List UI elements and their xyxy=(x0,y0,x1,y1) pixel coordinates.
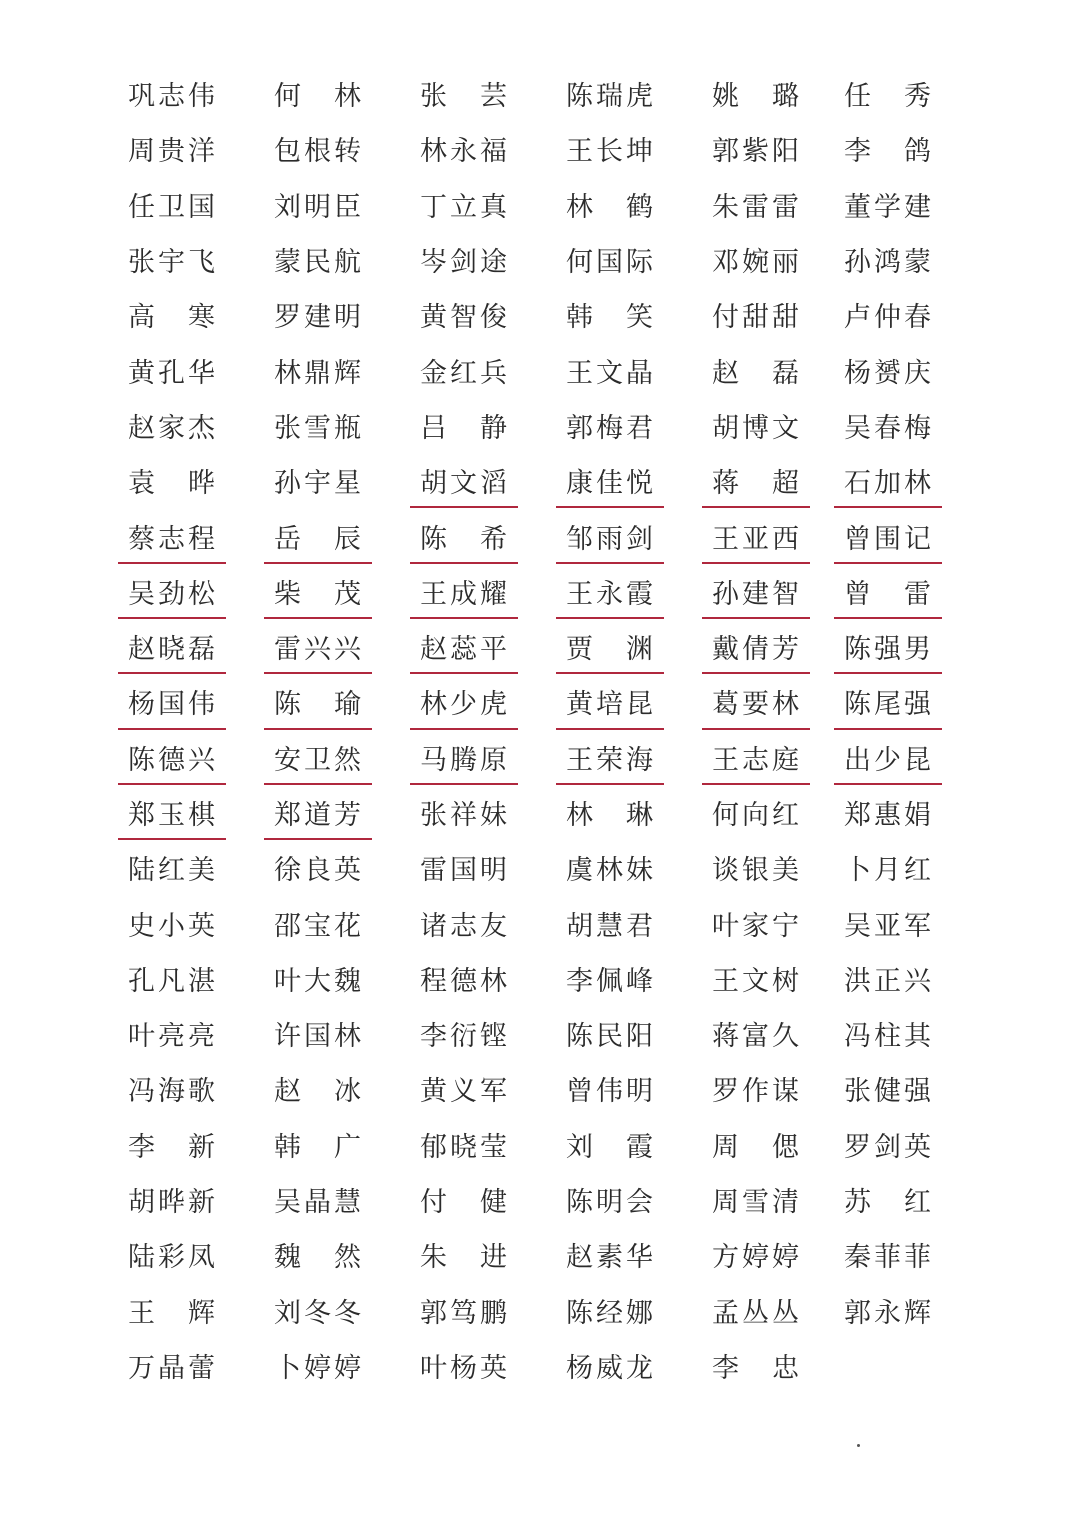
person-name: 张雪瓶 xyxy=(274,412,364,444)
person-name: 虞林妹 xyxy=(566,855,656,887)
person-name: 许国林 xyxy=(274,1021,364,1053)
name-cell xyxy=(118,69,226,124)
name-cell xyxy=(410,898,518,953)
person-name: 孔凡湛 xyxy=(128,965,218,997)
person-name: 王成耀 xyxy=(420,578,510,610)
person-name: 卜月红 xyxy=(844,855,934,887)
person-name: 邵宝花 xyxy=(274,910,364,942)
name-cell xyxy=(118,622,226,677)
person-name: 张健强 xyxy=(844,1076,934,1108)
name-cell xyxy=(556,345,664,400)
person-name: 张祥妹 xyxy=(420,800,510,831)
name-cell xyxy=(264,567,372,622)
name-cell xyxy=(834,677,942,732)
person-name: 赵素华 xyxy=(566,1242,656,1274)
person-name: 陈民阳 xyxy=(566,1021,656,1053)
person-name: 魏 然 xyxy=(274,1242,364,1274)
person-name: 王亚西 xyxy=(712,523,802,555)
person-name: 李 新 xyxy=(128,1131,218,1163)
person-name: 陈 瑜 xyxy=(274,689,364,721)
name-cell xyxy=(264,345,372,400)
name-cell xyxy=(702,456,810,511)
name-cell xyxy=(410,290,518,345)
person-name: 丁立真 xyxy=(420,191,510,223)
person-name: 蒋富久 xyxy=(712,1021,802,1053)
person-name: 林鼎辉 xyxy=(274,357,364,389)
person-name: 孙鸿蒙 xyxy=(844,247,934,279)
name-cell xyxy=(834,69,942,124)
person-name: 郁晓莹 xyxy=(420,1131,510,1163)
name-cell xyxy=(702,622,810,677)
person-name: 韩 广 xyxy=(274,1131,364,1163)
name-cell xyxy=(834,345,942,400)
person-name: 刘冬冬 xyxy=(274,1297,364,1329)
person-name: 何向红 xyxy=(712,800,802,831)
name-cell xyxy=(264,1064,372,1119)
name-cell xyxy=(834,1009,942,1064)
name-cell xyxy=(556,567,664,622)
person-name: 万晶蕾 xyxy=(128,1352,218,1384)
person-name: 王志庭 xyxy=(712,744,802,776)
name-cell xyxy=(264,1286,372,1341)
person-name: 陈经娜 xyxy=(566,1297,656,1329)
name-cell xyxy=(556,788,664,843)
name-cell xyxy=(702,345,810,400)
name-cell xyxy=(834,788,942,843)
name-cell xyxy=(702,1286,810,1341)
person-name: 洪正兴 xyxy=(844,965,934,997)
name-cell xyxy=(834,622,942,677)
person-name: 杨国伟 xyxy=(128,689,218,721)
name-cell xyxy=(410,1009,518,1064)
name-cell xyxy=(556,1341,664,1396)
name-cell xyxy=(834,401,942,456)
person-name: 黄孔华 xyxy=(128,357,218,389)
person-name: 郑玉棋 xyxy=(128,800,218,831)
person-name: 陈瑞虎 xyxy=(566,81,656,113)
name-cell xyxy=(702,290,810,345)
name-cell xyxy=(264,1341,372,1396)
name-cell xyxy=(834,124,942,179)
person-name: 郑惠娟 xyxy=(844,800,934,831)
name-cell xyxy=(118,124,226,179)
name-cell xyxy=(264,677,372,732)
person-name: 赵晓磊 xyxy=(128,634,218,666)
name-cell xyxy=(834,290,942,345)
person-name: 刘明臣 xyxy=(274,191,364,223)
name-cell xyxy=(834,843,942,898)
name-cell xyxy=(118,511,226,566)
name-cell xyxy=(556,235,664,290)
person-name: 叶杨英 xyxy=(420,1352,510,1384)
name-cell xyxy=(410,235,518,290)
name-cell xyxy=(556,1009,664,1064)
person-name: 蒋 超 xyxy=(712,468,802,500)
name-cell xyxy=(118,677,226,732)
name-cell xyxy=(834,235,942,290)
person-name: 吴晶慧 xyxy=(274,1187,364,1219)
person-name: 徐良英 xyxy=(274,855,364,887)
name-cell xyxy=(264,1120,372,1175)
person-name: 马腾原 xyxy=(420,744,510,776)
person-name: 出少昆 xyxy=(844,744,934,776)
name-cell xyxy=(556,733,664,788)
person-name: 郭笃鹏 xyxy=(420,1297,510,1329)
name-cell xyxy=(834,567,942,622)
person-name: 黄智俊 xyxy=(420,302,510,334)
person-name: 林 鹤 xyxy=(566,191,656,223)
person-name: 任 秀 xyxy=(844,81,934,113)
person-name: 李衍铿 xyxy=(420,1021,510,1053)
name-cell xyxy=(118,1230,226,1285)
name-cell xyxy=(702,898,810,953)
name-cell xyxy=(410,124,518,179)
person-name: 曾伟明 xyxy=(566,1076,656,1108)
name-cell xyxy=(702,677,810,732)
name-cell xyxy=(410,567,518,622)
person-name: 付 健 xyxy=(420,1187,510,1219)
person-name: 卜婷婷 xyxy=(274,1352,364,1384)
name-cell xyxy=(118,235,226,290)
scan-speck xyxy=(857,1444,860,1447)
person-name: 陈德兴 xyxy=(128,744,218,776)
name-cell xyxy=(264,733,372,788)
name-cell xyxy=(834,954,942,1009)
name-cell xyxy=(264,290,372,345)
person-name: 林少虎 xyxy=(420,689,510,721)
name-cell xyxy=(410,401,518,456)
person-name: 朱 进 xyxy=(420,1242,510,1274)
person-name: 秦菲菲 xyxy=(844,1242,934,1274)
name-cell xyxy=(702,567,810,622)
name-cell xyxy=(702,1120,810,1175)
name-cell xyxy=(264,1175,372,1230)
name-cell xyxy=(702,401,810,456)
person-name: 韩 笑 xyxy=(566,302,656,334)
person-name: 高 寒 xyxy=(128,302,218,334)
person-name: 冯海歌 xyxy=(128,1076,218,1108)
person-name: 罗作谋 xyxy=(712,1076,802,1108)
person-name: 吴亚军 xyxy=(844,910,934,942)
name-cell xyxy=(556,677,664,732)
name-cell xyxy=(702,1341,810,1396)
name-cell xyxy=(118,180,226,235)
person-name: 胡文滔 xyxy=(420,468,510,500)
person-name: 贾 渊 xyxy=(566,634,656,666)
name-cell xyxy=(834,511,942,566)
person-name: 雷国明 xyxy=(420,855,510,887)
person-name: 邹雨剑 xyxy=(566,523,656,555)
person-name: 朱雷雷 xyxy=(712,191,802,223)
name-cell xyxy=(118,1064,226,1119)
name-cell xyxy=(702,511,810,566)
person-name: 郭紫阳 xyxy=(712,136,802,168)
person-name: 王 辉 xyxy=(128,1297,218,1329)
name-cell xyxy=(834,180,942,235)
name-cell xyxy=(118,1341,226,1396)
name-cell xyxy=(410,1230,518,1285)
person-name: 蔡志程 xyxy=(128,523,218,555)
person-name: 方婷婷 xyxy=(712,1242,802,1274)
name-cell xyxy=(264,456,372,511)
name-cell xyxy=(702,1175,810,1230)
person-name: 康佳悦 xyxy=(566,468,656,500)
person-name: 叶大魏 xyxy=(274,965,364,997)
person-name: 赵家杰 xyxy=(128,412,218,444)
name-cell xyxy=(702,1009,810,1064)
name-cell xyxy=(834,1064,942,1119)
name-cell xyxy=(556,622,664,677)
person-name: 雷兴兴 xyxy=(274,634,364,666)
person-name: 郑道芳 xyxy=(274,800,364,831)
person-name: 林永福 xyxy=(420,136,510,168)
name-cell xyxy=(556,290,664,345)
name-cell xyxy=(118,788,226,843)
person-name: 吴劲松 xyxy=(128,578,218,610)
person-name: 袁 晔 xyxy=(128,468,218,500)
person-name: 戴倩芳 xyxy=(712,634,802,666)
name-cell xyxy=(834,1175,942,1230)
name-cell xyxy=(264,511,372,566)
name-cell xyxy=(556,898,664,953)
name-cell xyxy=(410,1286,518,1341)
person-name: 李 忠 xyxy=(712,1352,802,1384)
name-cell xyxy=(264,124,372,179)
name-cell xyxy=(410,345,518,400)
person-name: 赵 磊 xyxy=(712,357,802,389)
person-name: 苏 红 xyxy=(844,1187,934,1219)
name-cell xyxy=(118,1175,226,1230)
name-cell xyxy=(410,511,518,566)
person-name: 郭永辉 xyxy=(844,1297,934,1329)
person-name: 曾围记 xyxy=(844,523,934,555)
name-cell xyxy=(556,1286,664,1341)
person-name: 罗建明 xyxy=(274,302,364,334)
person-name: 史小英 xyxy=(128,910,218,942)
name-cell xyxy=(702,788,810,843)
name-cell xyxy=(410,180,518,235)
person-name: 陈 希 xyxy=(420,523,510,555)
person-name: 付甜甜 xyxy=(712,302,802,334)
name-cell xyxy=(410,733,518,788)
person-name: 陈尾强 xyxy=(844,689,934,721)
name-cell xyxy=(556,456,664,511)
person-name: 巩志伟 xyxy=(128,81,218,113)
person-name: 柴 茂 xyxy=(274,578,364,610)
name-cell xyxy=(834,1286,942,1341)
person-name: 卢仲春 xyxy=(844,302,934,334)
name-cell xyxy=(410,1341,518,1396)
name-cell xyxy=(410,622,518,677)
name-cell xyxy=(264,180,372,235)
person-name: 金红兵 xyxy=(420,357,510,389)
name-cell xyxy=(556,511,664,566)
name-cell xyxy=(264,1230,372,1285)
person-name: 曾 雷 xyxy=(844,578,934,610)
name-cell xyxy=(264,622,372,677)
person-name: 董学建 xyxy=(844,191,934,223)
name-cell xyxy=(264,788,372,843)
name-cell xyxy=(410,843,518,898)
name-cell xyxy=(702,843,810,898)
person-name: 诸志友 xyxy=(420,910,510,942)
person-name: 叶亮亮 xyxy=(128,1021,218,1053)
person-name: 叶家宁 xyxy=(712,910,802,942)
person-name: 刘 霞 xyxy=(566,1131,656,1163)
name-cell xyxy=(834,456,942,511)
name-cell xyxy=(264,954,372,1009)
name-cell xyxy=(264,401,372,456)
person-name: 林 琳 xyxy=(566,800,656,831)
person-name: 孙宇星 xyxy=(274,468,364,500)
person-name: 黄培昆 xyxy=(566,689,656,721)
person-name: 李佩峰 xyxy=(566,965,656,997)
name-cell xyxy=(702,954,810,1009)
name-grid xyxy=(118,69,952,1396)
person-name: 岑剑途 xyxy=(420,247,510,279)
name-cell xyxy=(410,677,518,732)
person-name: 石加林 xyxy=(844,468,934,500)
name-cell xyxy=(118,1120,226,1175)
person-name: 王文树 xyxy=(712,965,802,997)
person-name: 岳 辰 xyxy=(274,523,364,555)
name-cell xyxy=(410,69,518,124)
name-cell xyxy=(834,898,942,953)
name-cell xyxy=(556,180,664,235)
name-cell xyxy=(410,456,518,511)
person-name: 何国际 xyxy=(566,247,656,279)
person-name: 陈明会 xyxy=(566,1187,656,1219)
name-cell xyxy=(702,180,810,235)
person-name: 胡晔新 xyxy=(128,1187,218,1219)
name-cell xyxy=(118,1286,226,1341)
name-cell xyxy=(834,1230,942,1285)
name-cell xyxy=(118,401,226,456)
person-name: 王文晶 xyxy=(566,357,656,389)
person-name: 张宇飞 xyxy=(128,247,218,279)
name-cell xyxy=(118,954,226,1009)
person-name: 包根转 xyxy=(274,136,364,168)
person-name: 任卫国 xyxy=(128,191,218,223)
person-name: 吴春梅 xyxy=(844,412,934,444)
person-name: 蒙民航 xyxy=(274,247,364,279)
name-cell xyxy=(702,733,810,788)
person-name: 谈银美 xyxy=(712,855,802,887)
name-cell xyxy=(834,1120,942,1175)
person-name: 周雪清 xyxy=(712,1187,802,1219)
person-name: 杨威龙 xyxy=(566,1352,656,1384)
person-name: 姚 璐 xyxy=(712,81,802,113)
person-name: 李 鸽 xyxy=(844,136,934,168)
person-name: 吕 静 xyxy=(420,412,510,444)
name-cell xyxy=(556,1064,664,1119)
person-name: 张 芸 xyxy=(420,81,510,113)
person-name: 陈强男 xyxy=(844,634,934,666)
name-cell xyxy=(118,567,226,622)
name-cell xyxy=(410,788,518,843)
person-name: 杨赟庆 xyxy=(844,357,934,389)
name-cell xyxy=(264,898,372,953)
name-cell xyxy=(264,69,372,124)
person-name: 王永霞 xyxy=(566,578,656,610)
person-name: 陆彩凤 xyxy=(128,1242,218,1274)
person-name: 陆红美 xyxy=(128,855,218,887)
name-cell xyxy=(702,124,810,179)
name-cell xyxy=(556,401,664,456)
name-cell xyxy=(834,1341,942,1396)
name-cell xyxy=(556,1230,664,1285)
person-name: 罗剑英 xyxy=(844,1131,934,1163)
person-name: 周贵洋 xyxy=(128,136,218,168)
name-cell xyxy=(264,843,372,898)
name-cell xyxy=(702,235,810,290)
name-cell xyxy=(556,124,664,179)
name-cell xyxy=(410,1175,518,1230)
name-cell xyxy=(702,69,810,124)
name-cell xyxy=(410,1120,518,1175)
person-name: 赵蕊平 xyxy=(420,634,510,666)
person-name: 孟丛丛 xyxy=(712,1297,802,1329)
name-cell xyxy=(556,1175,664,1230)
person-name: 安卫然 xyxy=(274,744,364,776)
person-name: 冯柱其 xyxy=(844,1021,934,1053)
name-cell xyxy=(556,69,664,124)
name-cell xyxy=(118,898,226,953)
person-name: 王长坤 xyxy=(566,136,656,168)
name-cell xyxy=(702,1064,810,1119)
name-cell xyxy=(264,1009,372,1064)
name-cell xyxy=(118,345,226,400)
name-cell xyxy=(264,235,372,290)
name-cell xyxy=(556,843,664,898)
name-cell xyxy=(410,1064,518,1119)
name-cell xyxy=(118,456,226,511)
name-cell xyxy=(834,733,942,788)
person-name: 葛要林 xyxy=(712,689,802,721)
person-name: 胡慧君 xyxy=(566,910,656,942)
name-cell xyxy=(556,954,664,1009)
person-name: 胡博文 xyxy=(712,412,802,444)
name-cell xyxy=(118,733,226,788)
name-cell xyxy=(118,843,226,898)
person-name: 孙建智 xyxy=(712,578,802,610)
name-cell xyxy=(556,1120,664,1175)
person-name: 黄义军 xyxy=(420,1076,510,1108)
person-name: 王荣海 xyxy=(566,744,656,776)
person-name: 程德林 xyxy=(420,965,510,997)
person-name: 周 偲 xyxy=(712,1131,802,1163)
person-name: 何 林 xyxy=(274,81,364,113)
person-name: 邓婉丽 xyxy=(712,247,802,279)
name-cell xyxy=(702,1230,810,1285)
name-cell xyxy=(118,1009,226,1064)
person-name: 郭梅君 xyxy=(566,412,656,444)
name-cell xyxy=(118,290,226,345)
name-cell xyxy=(410,954,518,1009)
person-name: 赵 冰 xyxy=(274,1076,364,1108)
